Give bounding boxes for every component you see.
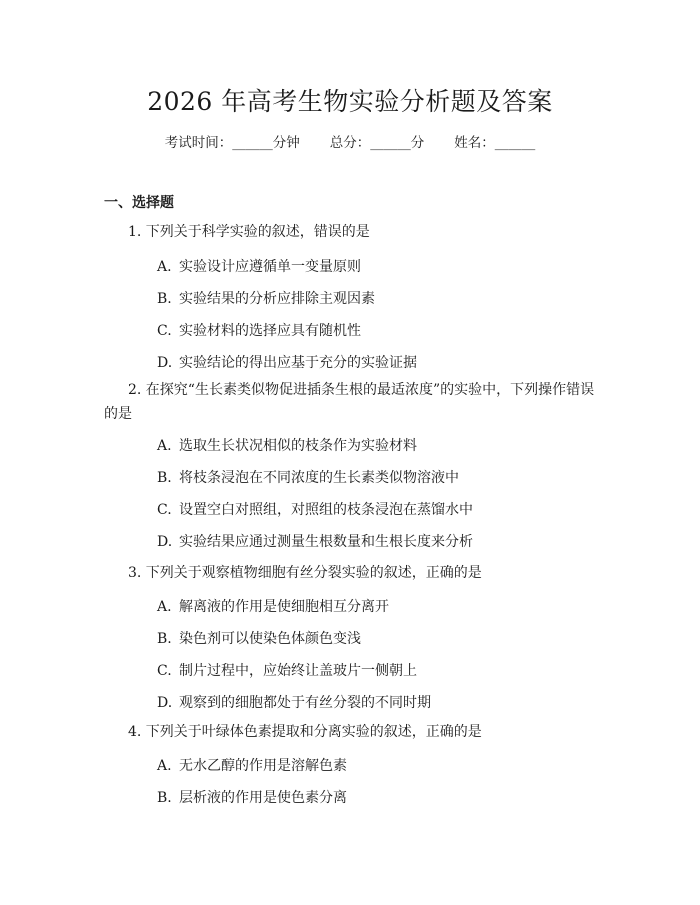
option-letter: C.	[157, 502, 172, 518]
option-letter: D.	[157, 355, 173, 371]
exam-meta	[0, 131, 700, 151]
option	[157, 467, 459, 487]
question-stem: 2. 在探究“生长素类似物促进插条生根的最适浓度”的实验中，下列操作错误的是	[104, 382, 595, 422]
option-letter: A.	[157, 758, 172, 774]
student-name: 姓名：______	[454, 135, 536, 151]
option	[157, 660, 417, 680]
option-text: 设置空白对照组，对照组的枝条浸泡在蒸馏水中	[179, 502, 473, 518]
option-text: 将枝条浸泡在不同浓度的生长素类似物溶液中	[179, 470, 459, 486]
option-text: 实验结果的分析应排除主观因素	[179, 291, 375, 307]
option-letter: A.	[157, 599, 172, 615]
option	[157, 288, 375, 308]
option-letter: D.	[157, 534, 173, 550]
option-text: 实验结果应通过测量生根数量和生根长度来分析	[179, 534, 473, 550]
option	[157, 755, 347, 775]
option	[157, 531, 473, 551]
option-text: 实验结论的得出应基于充分的实验证据	[179, 355, 417, 371]
document-title: 2026 年高考生物实验分析题及答案	[147, 87, 553, 116]
option-letter: B.	[157, 470, 172, 486]
option	[157, 435, 417, 455]
question-stem: 4. 下列关于叶绿体色素提取和分离实验的叙述，正确的是	[128, 724, 482, 740]
option-letter: B.	[157, 790, 172, 806]
option	[157, 692, 431, 712]
option-text: 染色剂可以使染色体颜色变浅	[179, 631, 361, 647]
option	[157, 596, 389, 616]
option	[157, 628, 361, 648]
option-text: 实验设计应遵循单一变量原则	[179, 259, 361, 275]
option-letter: A.	[157, 438, 172, 454]
option-text: 无水乙醇的作用是溶解色素	[179, 758, 347, 774]
option	[157, 499, 473, 519]
option-text: 解离液的作用是使细胞相互分离开	[179, 599, 389, 615]
question-stem: 1. 下列关于科学实验的叙述，错误的是	[128, 224, 370, 240]
section-title: 一、选择题	[104, 195, 174, 211]
option	[157, 256, 361, 276]
option-text: 实验材料的选择应具有随机性	[179, 323, 361, 339]
option-letter: C.	[157, 663, 172, 679]
option-letter: B.	[157, 291, 172, 307]
exam-time: 考试时间：______分钟	[164, 135, 300, 151]
option-text: 观察到的细胞都处于有丝分裂的不同时期	[179, 695, 431, 711]
option	[157, 352, 417, 372]
option	[157, 787, 347, 807]
option-letter: B.	[157, 631, 172, 647]
question-stem: 3. 下列关于观察植物细胞有丝分裂实验的叙述，正确的是	[128, 565, 482, 581]
option-text: 制片过程中，应始终让盖玻片一侧朝上	[179, 663, 417, 679]
option-letter: C.	[157, 323, 172, 339]
exam-score: 总分：______分	[329, 135, 425, 151]
option-text: 选取生长状况相似的枝条作为实验材料	[179, 438, 417, 454]
option-text: 层析液的作用是使色素分离	[179, 790, 347, 806]
option-letter: D.	[157, 695, 173, 711]
option	[157, 320, 361, 340]
option-letter: A.	[157, 259, 172, 275]
